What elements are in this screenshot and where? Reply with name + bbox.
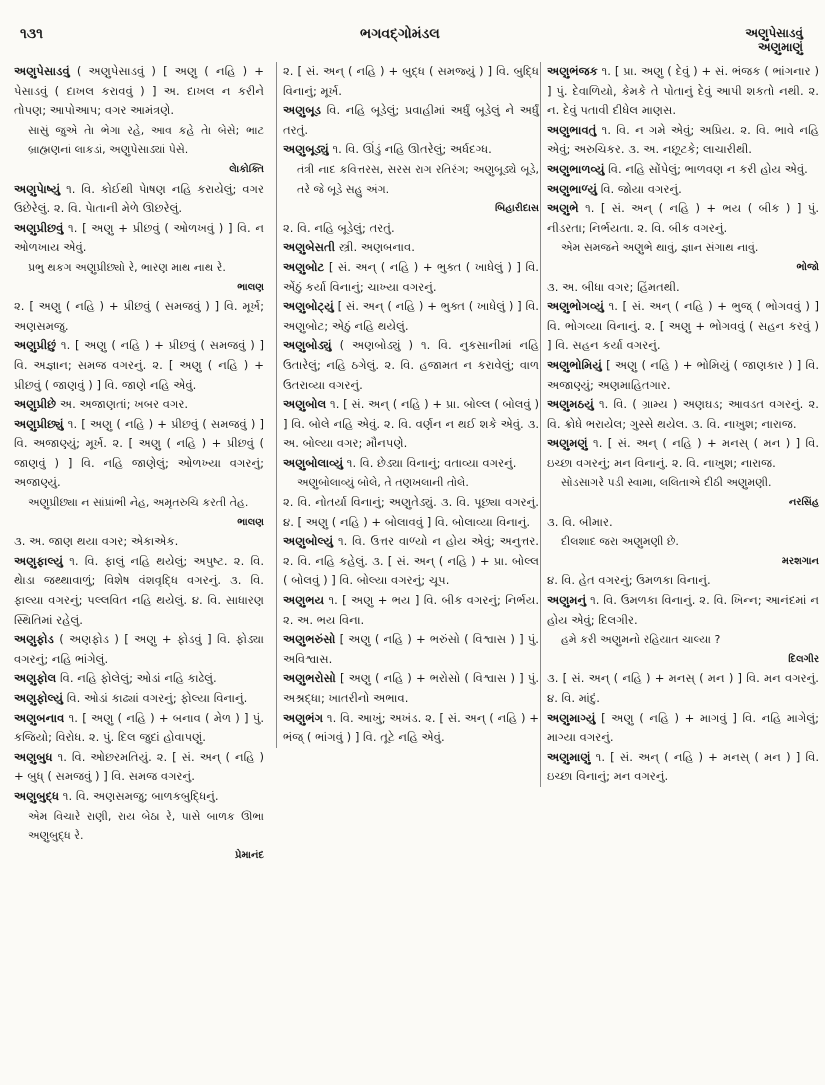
- quotation: [283, 160, 539, 219]
- definition: ૪. વિ. હેત વગરનું; ઉમળકા વિનાનું.: [547, 573, 711, 588]
- definition: ૧. [ સં. અન્ ( નહિ ) + ભુજ્ ( ભોગવવું ) ] વિ. ભોગવ્યા વિનાનું. ૨. [ અણુ + ભોગવવું ( સહન કરવું ) ] વિ. સહન કર્યા વગરનું.: [547, 299, 819, 353]
- headword: અણુપેસાડવું: [14, 64, 70, 78]
- headword: અણુભાળવ્યું: [547, 161, 605, 176]
- quotation: [14, 258, 264, 297]
- definition: ૧. વિ. કોઈથી પેાષણ નહિ કરાયેલું; વગર ઉછેરેલું. ૨. વિ. પેાતાની મેળે ઊછરેલું.: [14, 181, 265, 216]
- definition: ( અણુપેસાડવું ) [ અણુ ( નહિ ) + પેસાડવું ( દાખલ કરાવવું ) ] અ. દાખલ ન કરીને તોપણ; આપોઆપ; વગર આમંત્રણે.: [14, 64, 265, 118]
- quote-text: દીલશાદ જરા અણુમણી છે.: [561, 535, 679, 549]
- quotation: [547, 630, 819, 669]
- headword: અણુફોલ: [14, 671, 57, 686]
- dictionary-entry: [283, 630, 539, 669]
- book-title: ભગવદ્ગોમંડલ: [360, 26, 440, 42]
- dictionary-entry: [283, 591, 539, 630]
- definition: ૧. [ પ્રા. અણુ ( દેવું ) + સં. ભંજક ( ભાંગનાર ) ] પું. દેવાળિયો, કેમકે તે પોતાનું દેવું આપી શકતો નથી. ૨. ન. દેવું પતાવી દીધેલ માણસ.: [547, 64, 819, 118]
- dictionary-entry: [547, 356, 819, 395]
- dictionary-entry: [547, 434, 819, 473]
- column-2: [276, 62, 539, 748]
- dictionary-entry: [283, 454, 539, 474]
- definition: વિ. નહિ સોંપેલું; ભાળવણ ન કરી હોય એવું.: [608, 161, 808, 176]
- quote-text: અણુબોલાવ્યું બોલે, તે તણખલાની તોલે.: [297, 476, 469, 490]
- headword: અણુમણું: [547, 436, 588, 451]
- quotation: [547, 238, 819, 277]
- column-3: [540, 62, 819, 787]
- definition: ૧. [ સં. અન્ ( નહિ ) + ભય ( બીક ) ] પું. નીડરતા; નિર્ભયતા. ૨. વિ. બીક વગરનું.: [547, 201, 820, 235]
- dictionary-entry: [14, 689, 264, 709]
- headword: અણુમનું: [547, 593, 587, 608]
- page-header: [0, 26, 825, 56]
- definition: ( અણફોડ ) [ અણુ + ફોડવું ] વિ. ફોડ્યા વગરનું; નહિ ભાંગેલું.: [14, 632, 264, 666]
- page-number: ૧૩૧: [20, 26, 44, 42]
- definition: ૨. [ અણુ ( નહિ ) + પ્રીછવું ( સમજવું ) ] વિ. મૂર્ખ; અણસમજુ.: [14, 299, 264, 333]
- dictionary-entry: [547, 748, 819, 787]
- definition: અ. અજાણતાં; ખબર વગર.: [59, 397, 189, 412]
- headword: અણુબોલ્યું: [283, 534, 334, 549]
- headword: અણુભે: [547, 201, 579, 216]
- entry-continuation: [283, 219, 539, 239]
- quote-text: સાસું જુએ તેા ભેગા રહે, આવ કહે તેા બેસે; ભાટ બ્રાહ્મણનાં લાકડાં, અણુપેસાડ્યાં પેસે.: [28, 123, 264, 157]
- dictionary-entry: [547, 160, 819, 180]
- dictionary-entry: [547, 395, 819, 434]
- definition: વિ. જોયા વગરનું.: [600, 181, 682, 196]
- dictionary-entry: [283, 140, 539, 160]
- entry-continuation: [14, 297, 264, 336]
- quote-text: સોડસાગરે પડી સ્વામા, લલિતાએ દીઠી અણુમણી.: [561, 476, 772, 490]
- definition: ( અણબોડ્યું ) ૧. વિ. નુકસાનીમાં નહિ ઉતારેલું; નહિ ઠગેલું. ૨. વિ. હજામત ન કરાવેલું; વાળ ઉતરાવ્યા વગરનું.: [283, 338, 539, 392]
- headword: અણુબોલ: [283, 397, 327, 412]
- headword: અણુબોલાવ્યું: [283, 455, 344, 470]
- definition: ૧. [ સં. અન્ ( નહિ ) + પ્રા. બોલ્લ ( બોલવું ) ] વિ. બોલે નહિ એવું. ૨. વિ. વર્ણન ન થઈ શકે એવું. ૩. અ. બોલ્યા વગર; મૌનપણે.: [283, 397, 539, 451]
- definition: સ્ત્રી. અણબનાવ.: [338, 240, 415, 255]
- dictionary-entry: [14, 180, 264, 219]
- dictionary-entry: [283, 532, 539, 591]
- quote-author: નરસિંહ: [788, 497, 819, 509]
- dictionary-entry: [283, 258, 539, 297]
- quote-author: દિલગીર: [788, 653, 819, 665]
- quotation: [14, 807, 264, 866]
- headword: અણુપ્રીછે: [14, 397, 57, 412]
- quote-author: મરશગાન: [781, 555, 819, 567]
- definition: ૩. અ. બીધા વગર; હિંમતથી.: [547, 279, 680, 294]
- quote-author: પ્રેમાનંદ: [234, 849, 264, 861]
- definition: ૧. [ સં. અન્ ( નહિ ) + મનસ્ ( મન ) ] વિ. ઇચ્છા વિનાનું; મન વગરનું.: [547, 749, 820, 784]
- definition: ૨. [ સં. અન્ ( નહિ ) + બુદ્ધ ( સમજ્યું ) ] વિ. બુદ્ધિ વિનાનું; મૂર્ખ.: [283, 64, 539, 98]
- dictionary-entry: [283, 709, 539, 748]
- dictionary-entry: [547, 180, 819, 200]
- dictionary-entry: [547, 591, 819, 630]
- quote-author: લેાકોક્તિ: [229, 163, 264, 175]
- definition: ૧. વિ. અણસમજુ; બાળકબુદ્ધિનું.: [62, 788, 219, 803]
- entry-continuation: [283, 62, 539, 101]
- guide-words: [745, 26, 803, 54]
- dictionary-entry: [14, 395, 264, 415]
- headword: અણુભોગવ્યું: [547, 299, 604, 314]
- column-1: [14, 62, 264, 865]
- entry-continuation: [547, 571, 819, 591]
- headword: અણુબૂડ્યું: [283, 142, 329, 157]
- definition: ૧. વિ. આખું; અખંડ. ૨. [ સં. અન્ ( નહિ ) + ભંજ્ ( ભાંગવું ) ] વિ. તૂટે નહિ એવું.: [283, 710, 540, 745]
- definition: ૩. વિ. બીમાર.: [547, 514, 613, 529]
- guide-word-first: અણુપેસાડવું: [745, 26, 803, 40]
- headword: અણુબેસતી: [283, 240, 336, 255]
- dictionary-entry: [14, 219, 264, 258]
- definition: [ અણુ ( નહિ ) + ભરોસો ( વિશ્વાસ ) ] પું. અશ્રદ્ધા; ખાતરીનો અભાવ.: [283, 671, 540, 705]
- definition: ૧. [ સં. અન્ ( નહિ ) + મનસ્ ( મન ) ] વિ. ઇચ્છા વગરનું; મન વિનાનું. ૨. વિ. નાખુશ; નારાજ.: [547, 436, 820, 470]
- definition: ૧. વિ. ( ગ્રામ્ય ) અણઘડ; આવડત વગરનું. ૨. વિ. ક્રોધે ભરાયેલ; ગુસ્સે થયેલ. ૩. વિ. નાખુશ; નારાજ.: [547, 397, 819, 431]
- headword: અણુબોટ્યું: [283, 299, 334, 314]
- quotation: [547, 532, 819, 571]
- definition: [ સં. અન્ ( નહિ ) + ભુક્ત ( ખાધેલું ) ] વિ. અણુબોટ; એઠું નહિ થયેલું.: [283, 299, 539, 333]
- entry-continuation: [283, 493, 539, 532]
- headword: અણુપ્રીછવું: [14, 220, 64, 235]
- dictionary-entry: [283, 297, 539, 336]
- quote-text: હમે કરી અણુમનો રહિયાત ચાલ્યા ?: [561, 633, 721, 647]
- definition: ૧. વિ. ઊંડું નહિ ઊતરેલું; અર્ધદગ્ધ.: [332, 142, 492, 157]
- quotation: [283, 473, 539, 493]
- dictionary-entry: [14, 62, 264, 121]
- headword: અણુભંગ: [283, 710, 324, 725]
- definition: [ અણુ ( નહિ ) + ભરુંસો ( વિશ્વાસ ) ] પું. અવિશ્વાસ.: [283, 632, 539, 666]
- headword: અણુભાવતું: [547, 122, 597, 137]
- headword: અણુબુદ્ધ: [14, 788, 60, 803]
- headword: અણુમાણું: [547, 749, 591, 764]
- dictionary-entry: [547, 709, 819, 748]
- headword: અણુભય: [283, 593, 325, 608]
- quote-text: એમ વિચારે રાણી, રાય બેઠા રે, પાસે બાળક ઊભા અણુબુદ્ધ રે.: [28, 809, 264, 843]
- quote-text: તંત્રી નાદ કવિત્તરસ, સરસ રાગ રતિરંગ; અણુબૂડ્યે બૂડે, તરે જે બૂડે સહુ અંગ.: [297, 162, 539, 196]
- dictionary-entry: [283, 336, 539, 395]
- definition: [ સં. અન્ ( નહિ ) + ભુક્ત ( ખાધેલું ) ] વિ. એંઠું કર્યા વિનાનું; ચાખ્યા વગરનું.: [283, 259, 539, 294]
- headword: અણુબૂડ: [283, 103, 322, 118]
- headword: અણુમાગ્યું: [547, 710, 596, 725]
- definition: વિ. નહિ ફોલેલું; ઓડાં નહિ કાઢેલું.: [59, 671, 217, 686]
- definition: [ અણુ ( નહિ ) + માગવું ] વિ. નહિ માગેલું; માગ્યા વગરનું.: [547, 710, 819, 745]
- headword: અણુબુધ: [14, 749, 53, 764]
- dictionary-entry: [14, 336, 264, 395]
- definition: ૧. [ અણુ + ભય ] વિ. બીક વગરનું; નિર્ભય. ૨. અ. ભય વિના.: [283, 593, 540, 627]
- dictionary-entry: [283, 395, 539, 454]
- quote-text: એમ સમજને અણુભે થાવું, જ્ઞાન સંગાથ નાવું.: [561, 241, 759, 255]
- headword: અણુબોટ: [283, 259, 325, 274]
- definition: ૧. [ અણુ ( નહિ ) + પ્રીછવું ( સમજવું ) ] વિ. અજાણ્યું; મૂર્ખ. ૨. [ અણુ ( નહિ ) + પ્રીછવું ( જાણવું ) ] વિ. નહિ જાણેલું; ઓળખ્યા વગરનું; અજાણ્યું.: [14, 416, 264, 490]
- definition: [ અણુ ( નહિ ) + ભોમિયું ( જાણકાર ) ] વિ. અજાણ્યું; અણમાહિતગાર.: [547, 357, 820, 392]
- headword: અણુભંજક: [547, 64, 598, 78]
- dictionary-entry: [547, 62, 819, 121]
- definition: ૩. [ સં. અન્ ( નહિ ) + મનસ્ ( મન ) ] વિ. મન વગરનું. ૪. વિ. માંદું.: [547, 671, 819, 705]
- dictionary-entry: [14, 552, 264, 630]
- dictionary-entry: [283, 669, 539, 708]
- dictionary-entry: [14, 669, 264, 689]
- definition: ૧. વિ. છેડ્યા વિનાનું; વતાવ્યા વગરનું.: [346, 455, 517, 470]
- entry-continuation: [547, 669, 819, 708]
- dictionary-entry: [547, 199, 819, 238]
- headword: અણુભોમિયું: [547, 357, 602, 372]
- dictionary-entry: [547, 121, 819, 160]
- dictionary-entry: [283, 101, 539, 140]
- guide-word-last: અણુમાણું: [757, 40, 803, 54]
- definition: વિ. નહિ બૂડેલું; પ્રવાહીમાં અર્ધું બૂડેલું ને અર્ધું તરતું.: [283, 103, 539, 137]
- headword: અણુભરુંસો: [283, 632, 336, 647]
- quote-text: અણુપ્રીછ્યા ન સાંપ્રાંભી નેહ, અમૃતરુચિ કરતી તેહ.: [28, 496, 249, 510]
- dictionary-entry: [14, 709, 264, 748]
- headword: અણુબનાવ: [14, 710, 65, 725]
- definition: ૧. વિ. ઉમળકા વિનાનું. ૨. વિ. ખિન્ન; આનંદમાં ન હોય એવું; દિલગીર.: [547, 593, 820, 627]
- definition: ૧. [ અણુ + પ્રીછવું ( ઓળખવું ) ] વિ. ન ઓળખાય એવું.: [14, 220, 264, 255]
- definition: ૧. [ અણુ ( નહિ ) + બનાવ ( મેળ ) ] પું. કજિયો; વિરોધ. ૨. પું. દિલ જુદાં હોવાપણું.: [14, 710, 265, 745]
- headword: અણુફાલ્યું: [14, 553, 63, 568]
- headword: અણુભરોસો: [283, 671, 336, 686]
- quotation: [547, 473, 819, 512]
- headword: અણુભાળ્યું: [547, 181, 598, 196]
- headword: અણુપ્રીછું: [14, 338, 57, 353]
- dictionary-entry: [14, 415, 264, 493]
- definition: ૧. વિ. ઉત્તર વાળ્યો ન હોય એવું; અનુત્તર. ૨. વિ. નહિ કહેલું. ૩. [ સં. અન્ ( નહિ ) + પ્રા. બોલ્લ ( બોલવું ) ] વિ. બોલ્યા વગરનું; ચૂપ.: [283, 534, 539, 588]
- dictionary-columns: [0, 62, 825, 1082]
- definition: ૨. વિ. નહિ બૂડેલું; તરતું.: [283, 220, 395, 235]
- dictionary-entry: [14, 787, 264, 807]
- headword: અણુપેાષ્યું: [14, 181, 61, 196]
- dictionary-entry: [14, 630, 264, 669]
- dictionary-entry: [14, 748, 264, 787]
- definition: ૧. વિ. ફાલું નહિ થયેલું; અપુષ્ટ. ૨. વિ. થેાડા જથ્થાવાળું; વિશેષ વંશવૃદ્ધિ વગરનું. ૩. વિ. ફાલ્યા વગરનું; પલ્લવિત નહિ થયેલું. ૪. વિ. સાધારણ સ્થિતિમાં રહેલું.: [14, 553, 264, 627]
- entry-continuation: [14, 532, 264, 552]
- dictionary-entry: [547, 297, 819, 356]
- quote-author: ભાલણ: [237, 516, 264, 528]
- headword: અણુબોડ્યું: [283, 338, 332, 353]
- headword: અણુફોડ: [14, 632, 54, 647]
- entry-continuation: [547, 513, 819, 533]
- definition: ૧. [ અણુ ( નહિ ) + પ્રીછવું ( સમજવું ) ] વિ. અજ્ઞાન; સમજ વગરનું. ૨. [ અણુ ( નહિ ) + પ્રીછવું ( જાણવું ) ] વિ. જાણે નહિ એવું.: [14, 338, 264, 392]
- definition: ૨. વિ. નોતર્યા વિનાનું; અણુતેડ્યું. ૩. વિ. પૂછ્યા વગરનું. ૪. [ અણુ ( નહિ ) + બોલાવવું ] વિ. બોલાવ્યા વિનાનું.: [283, 495, 539, 529]
- headword: અણુફોલ્યું: [14, 691, 64, 705]
- dictionary-entry: [283, 238, 539, 258]
- quote-text: પ્રભુ થકગ અણુપ્રીછ્યો રે, ભારણ માથ નાથ રે.: [28, 260, 226, 274]
- quotation: [14, 493, 264, 532]
- quote-author: ભાલણ: [237, 281, 264, 293]
- entry-continuation: [547, 278, 819, 298]
- quotation: [14, 121, 264, 180]
- definition: ૧. વિ. ન ગમે એવું; અપ્રિય. ૨. વિ. ભાવે નહિ એવું; અરુચિકર. ૩. અ. નછૂટકે; લાચારીથી.: [547, 122, 820, 157]
- definition: ૩. અ. જાણ થયા વગર; એકાએક.: [14, 534, 179, 549]
- headword: અણુમઠયું: [547, 397, 594, 412]
- definition: વિ. ઓડાં કાઢ્યાં વગરનું; ફોલ્યા વિનાનું.: [66, 691, 248, 705]
- definition: ૧. વિ. ઓછરમતિયું. ૨. [ સં. અન્ ( નહિ ) + બુધ્ ( સમજવું ) ] વિ. સમજ વગરનું.: [14, 749, 264, 784]
- quote-author: બિહારીદાસ: [494, 203, 539, 215]
- quote-author: ભોજો: [796, 261, 819, 273]
- headword: અણુપ્રીછ્યું: [14, 416, 64, 431]
